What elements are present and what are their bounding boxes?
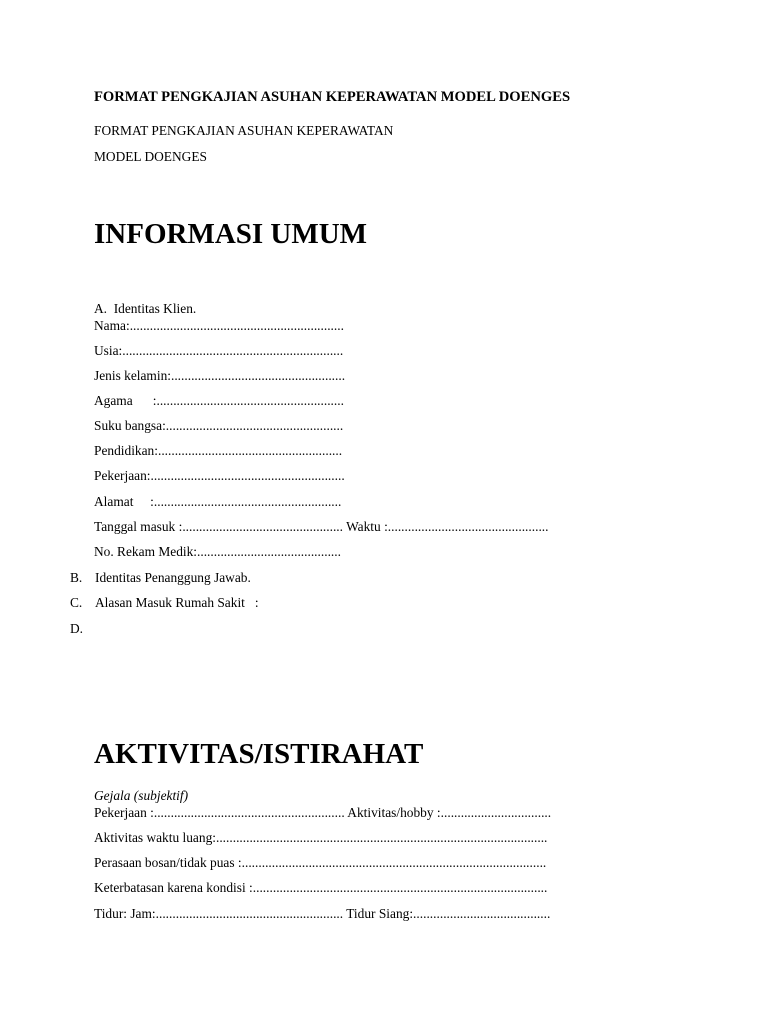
list-text: Alasan Masuk Rumah Sakit : <box>95 595 259 610</box>
list-item-b <box>70 570 251 586</box>
section-heading-aktivitas-istirahat: AKTIVITAS/ISTIRAHAT <box>94 738 424 770</box>
list-letter: B. <box>70 570 83 585</box>
field-pekerjaan: Pekerjaan:.......................................................... <box>94 468 345 483</box>
field-no-rekam-medik: No. Rekam Medik:........................................... <box>94 544 341 559</box>
field-perasaan-bosan: Perasaan bosan/tidak puas :........................................................................................... <box>94 855 547 870</box>
field-agama: Agama :........................................................ <box>94 393 344 408</box>
field-nama: Nama:................................................................ <box>94 318 344 333</box>
main-title: FORMAT PENGKAJIAN ASUHAN KEPERAWATAN MODEL DOENGES <box>94 89 571 105</box>
section-heading-informasi-umum: INFORMASI UMUM <box>94 218 368 250</box>
list-letter: C. <box>70 595 83 610</box>
field-tidur: Tidur: Jam:........................................................ Tidur Siang:......................................... <box>94 906 551 921</box>
list-item-d <box>70 621 95 637</box>
field-pekerjaan-hobby: Pekerjaan :......................................................... Aktivitas/hobby :................................. <box>94 805 552 820</box>
field-aktivitas-waktu-luang: Aktivitas waktu luang:................................................................................................... <box>94 830 548 845</box>
field-jenis-kelamin: Jenis kelamin:.................................................... <box>94 368 346 383</box>
field-tanggal-masuk-waktu: Tanggal masuk :................................................ Waktu :................................................ <box>94 519 549 534</box>
list-letter: D. <box>70 621 84 636</box>
subtitle-line-1: FORMAT PENGKAJIAN ASUHAN KEPERAWATAN <box>94 123 394 138</box>
gejala-subjektif-label: Gejala (subjektif) <box>94 788 189 803</box>
list-text: Identitas Penanggung Jawab. <box>95 570 251 585</box>
field-usia: Usia:.................................................................. <box>94 343 344 358</box>
field-suku-bangsa: Suku bangsa:..................................................... <box>94 418 344 433</box>
list-item-c <box>70 595 259 611</box>
field-pendidikan: Pendidikan:....................................................... <box>94 443 343 458</box>
subtitle-line-2: MODEL DOENGES <box>94 149 207 164</box>
field-keterbatasan: Keterbatasan karena kondisi :........................................................................................ <box>94 880 548 895</box>
field-alamat: Alamat :........................................................ <box>94 494 342 509</box>
identitas-klien-label: A. Identitas Klien. <box>94 301 197 316</box>
